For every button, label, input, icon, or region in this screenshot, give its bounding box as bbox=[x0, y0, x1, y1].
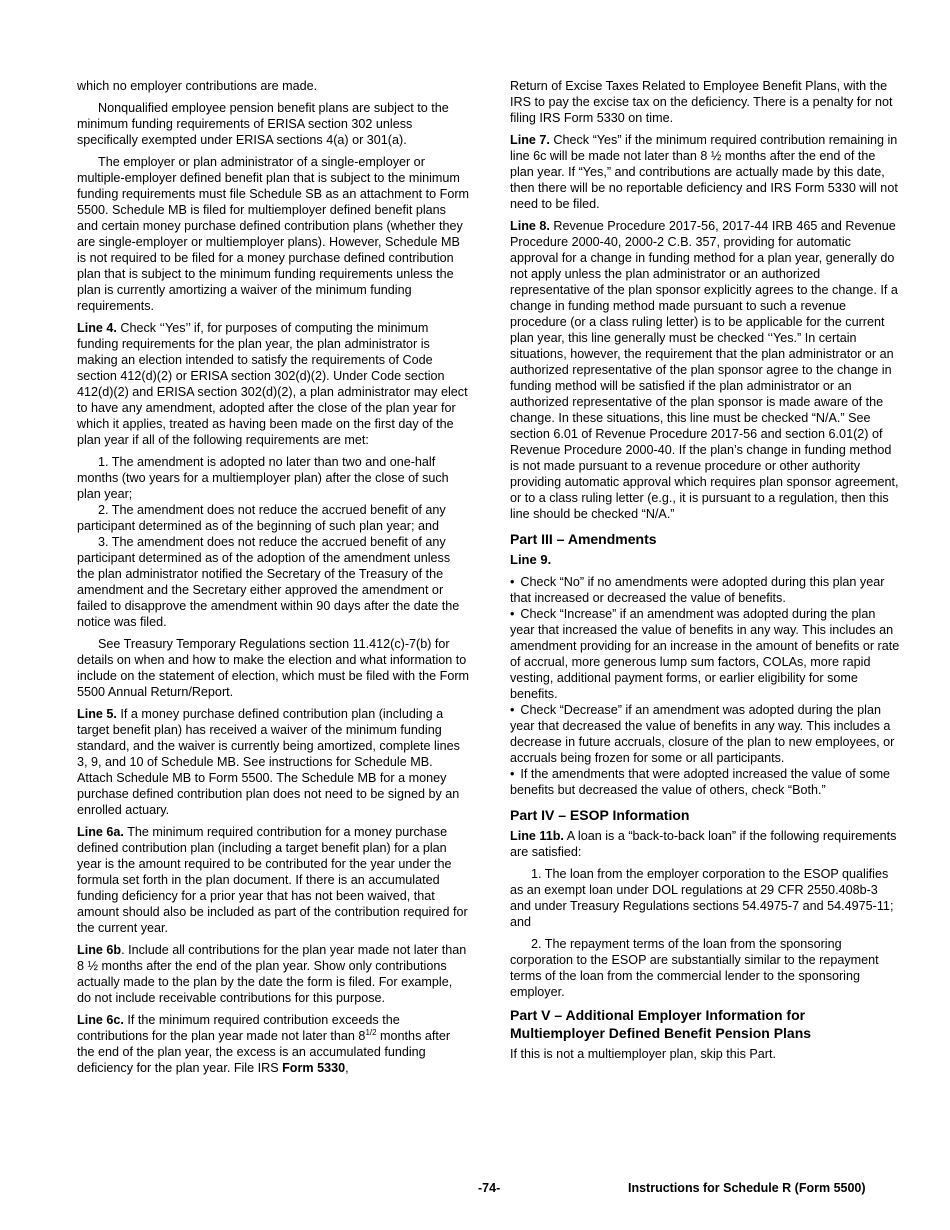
line11b-paragraph bbox=[510, 828, 901, 860]
line6b-paragraph bbox=[77, 942, 469, 1006]
requirements-list bbox=[77, 454, 469, 630]
line6c-heading: Line 6c. bbox=[77, 1013, 124, 1027]
form-5330-reference: Form 5330 bbox=[282, 1061, 346, 1075]
bullet-both: • If the amendments that were adopted increased the value of some benefits but decreased the value of others, check “Both.” bbox=[510, 766, 901, 798]
bullet-decrease: • Check “Decrease” if an amendment was adopted during the plan year that decreased the value of benefits in any way. This includes a decrease in future accruals, closure of the plan to new employees, or accruals being frozen for some or all participants. bbox=[510, 702, 901, 766]
paragraph-schedule-sb: The employer or plan administrator of a single-employer or multiple-employer defined benefit plan that is subject to the minimum funding requirements must file Schedule SB as an attachment to Form 5500. Schedule MB is filed for multiemployer defined benefit plans and certain money purchase defined contribution plans (whether they are single-employer or multiemployer plans). However, Schedule MB is not required to be filed for a money purchase defined contribution plan that is subject to the minimum funding requirements unless the plan is currently amortizing a waiver of the minimum funding requirements. bbox=[77, 155, 470, 313]
line4-text: Check ‘‘Yes’’ if, for purposes of computing the minimum funding requirements for the plan year, the plan administrator is making an election intended to satisfy the requirements of Code section 412(d)(2) or ERISA section 302(d)(2). Under Code section 412(d)(2) and ERISA section 302(d)(2), a plan administrator may elect to have any amendment, adopted after the close of the plan year for which it applies, treated as having been made on the first day of the plan year if all of the following requirements are met: bbox=[77, 321, 468, 447]
line6c-text-continued: months after the end of the plan year, the excess is an accumulated funding deficiency for the plan year. File IRS bbox=[77, 1029, 451, 1075]
line5-paragraph bbox=[77, 706, 469, 818]
line8-heading: Line 8. bbox=[510, 219, 550, 233]
requirement-item: 3. The amendment does not reduce the accrued benefit of any participant determined as of the adoption of the amendment unless the plan administrator notified the Secretary of the Treasury of the amendment and the Secretary either approved the amendment or failed to disapprove the amendment within 90 days after the date the notice was filed. bbox=[77, 535, 460, 629]
treasury-regulations-paragraph: See Treasury Temporary Regulations section 11.412(c)-7(b) for details on when and how to make the election and what information to include on the statement of election, which must be filed with the Form 5500 Annual Return/Report. bbox=[77, 637, 470, 699]
bullet-increase: • Check “Increase” if an amendment was adopted during the plan year that increased the value of benefits in any way. This includes an amendment providing for an increase in the amount of benefits or rate of accrual, more generous lump sum factors, COLAs, more rapid vesting, additional payment forms, or earlier eligibility for some benefits. bbox=[510, 606, 901, 702]
part5-heading: Part V – Additional Employer Information for Multiemployer Defined Benefit Pension Plans bbox=[510, 1007, 812, 1041]
line6b-heading: Line 6b bbox=[77, 943, 122, 957]
line4-paragraph bbox=[77, 320, 469, 448]
line8-text: Revenue Procedure 2017-56, 2017-44 IRB 465 and Revenue Procedure 2000-40, 2000-2 C.B. 357, providing for automatic approval for a change in funding method for a plan year, generally do not apply unless the plan administrator or an authorized representative of the plan sponsor explicitly agrees to the change. If a change in funding method made pursuant to such a revenue procedure (or a class ruling letter) is to be applicable for the current plan year, this line generally must be checked ‘‘Yes.” In certain situations, however, the requirement that the plan administrator or an authorized representative of the plan sponsor agree to the change in funding method will be satisfied if the plan administrator or an authorized representative of the plan sponsor is made aware of the change. In these situations, this line must be checked “N/A.” See section 6.01 of Revenue Procedure 2017-56 and section 6.01(2) of Revenue Procedure 2000-40. If the plan’s change in funding method is not made pursuant to a revenue procedure or other authority providing automatic approval which requires plan sponsor agreement, or to a class ruling letter (e.g., it is pursuant to a regulation, then this line should be checked “N/A.” bbox=[510, 219, 899, 521]
page-number: -74- bbox=[478, 1181, 501, 1195]
part5-text: If this is not a multiemployer plan, skip this Part. bbox=[510, 1047, 776, 1061]
line6a-heading: Line 6a. bbox=[77, 825, 124, 839]
bullet-no: • Check “No” if no amendments were adopted during this plan year that increased or decreased the value of benefits. bbox=[510, 574, 901, 606]
line7-text: Check “Yes” if the minimum required contribution remaining in line 6c will be made not later than 8 ½ months after the end of the plan year. If “Yes,” and contributions are actually made by this date, then there will be no reportable deficiency and IRS Form 5330 will not need to be filed. bbox=[510, 133, 898, 211]
line5-text: If a money purchase defined contribution plan (including a target benefit plan) has received a waiver of the minimum funding standard, and the waiver is currently being amortized, complete lines 3, 9, and 10 of Schedule MB. See instructions for Schedule MB. Attach Schedule MB to Form 5500. The Schedule MB for a money purchase defined contribution plan does not need to be signed by an enrolled actuary. bbox=[77, 707, 460, 817]
paragraph-continued-form-5330: Return of Excise Taxes Related to Employee Benefit Plans, with the IRS to pay the excise tax on the deficiency. There is a penalty for not filing IRS Form 5330 on time. bbox=[510, 79, 893, 125]
line8-paragraph bbox=[510, 218, 901, 522]
line6c-paragraph bbox=[77, 1012, 469, 1076]
part4-heading: Part IV – ESOP Information bbox=[510, 807, 690, 823]
line11b-text: A loan is a “back-to-back loan” if the following requirements are satisfied: bbox=[510, 829, 897, 859]
paragraph-continued: which no employer contributions are made. bbox=[77, 79, 318, 93]
line6a-paragraph bbox=[77, 824, 469, 936]
loan-requirement-1: 1. The loan from the employer corporation to the ESOP qualifies as an exempt loan under DOL regulations at 29 CFR 2550.408b-3 and under Treasury Regulations sections 54.4975-7 and 54.4975-11; and bbox=[510, 867, 894, 929]
requirement-item: 1. The amendment is adopted no later than two and one-half months (two years for a multiemployer plan) after the close of such plan year; bbox=[77, 455, 449, 501]
line6c-text: If the minimum required contribution exceeds the contributions for the plan year made not later than 8 bbox=[77, 1013, 400, 1043]
requirement-item: 2. The amendment does not reduce the accrued benefit of any participant determined as of the beginning of such plan year; and bbox=[77, 503, 446, 533]
half-fraction: 1/2 bbox=[365, 1027, 377, 1037]
line6a-text: The minimum required contribution for a money purchase defined contribution plan (including a target benefit plan) for a plan year is the amount required to be contributed for the year under the formula set forth in the plan document. If there is an accumulated funding deficiency for a prior year that has not been waived, that amount should also be included as part of the contribution required for the current year. bbox=[77, 825, 468, 935]
line5-heading: Line 5. bbox=[77, 707, 117, 721]
right-column bbox=[510, 78, 901, 1068]
line9-heading: Line 9. bbox=[510, 552, 552, 567]
loan-requirement-2: 2. The repayment terms of the loan from the sponsoring corporation to the ESOP are substantially similar to the repayment terms of the loan from the commercial lender to the sponsoring employer. bbox=[510, 937, 879, 999]
line11b-heading: Line 11b. bbox=[510, 829, 564, 843]
line6b-text: . Include all contributions for the plan year made not later than 8 ½ months after the end of the plan year. Show only contributions actually made to the plan by the date the form is filed. For example, do not include receivable contributions for this purpose. bbox=[77, 943, 467, 1005]
line7-heading: Line 7. bbox=[510, 133, 550, 147]
line9-bullet-list bbox=[510, 574, 901, 798]
footer-title: Instructions for Schedule R (Form 5500) bbox=[628, 1181, 866, 1195]
line7-paragraph bbox=[510, 132, 901, 212]
part3-heading: Part III – Amendments bbox=[510, 531, 657, 547]
line6c-comma: , bbox=[345, 1061, 349, 1075]
left-column bbox=[77, 78, 469, 1076]
line4-heading: Line 4. bbox=[77, 321, 117, 335]
paragraph-nonqualified: Nonqualified employee pension benefit plans are subject to the minimum funding requirements of ERISA section 302 unless specifically exempted under ERISA sections 4(a) or 301(a). bbox=[77, 101, 449, 147]
